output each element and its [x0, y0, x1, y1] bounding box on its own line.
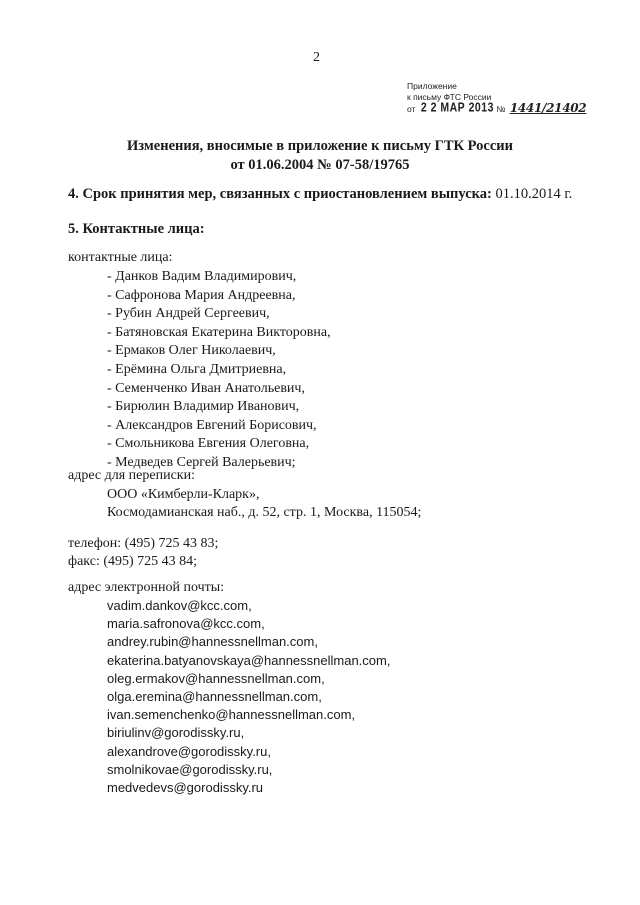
email-list [107, 597, 390, 797]
title-line-2: от 01.06.2004 № 07-58/19765 [230, 157, 410, 173]
email-list-item: biriulinv@gorodissky.ru, [107, 725, 245, 741]
section-5-heading: 5. Контактные лица: [68, 221, 205, 237]
phone-block [68, 535, 218, 571]
address-company: ООО «Кимберли-Кларк», [107, 487, 260, 502]
appendix-line-3 [407, 100, 587, 115]
email-list-item: medvedevs@gorodissky.ru [107, 780, 264, 796]
document-title [0, 137, 640, 175]
appendix-reference [407, 81, 586, 115]
title-line-1: Изменения, вносимые в приложение к письму ГТК России [127, 138, 513, 154]
appendix-line-1: Приложение [407, 81, 457, 91]
address-street: Космодамианская наб., д. 52, стр. 1, Москва, 115054; [107, 505, 422, 520]
contact-list-item: - Рубин Андрей Сергеевич, [107, 306, 270, 322]
contact-list-item: - Данков Вадим Владимирович, [107, 269, 297, 284]
email-label: адрес электронной почты: [68, 580, 225, 595]
contact-list-item: - Александров Евгений Борисович, [107, 417, 317, 433]
appendix-date-prefix: от [407, 104, 416, 114]
contacts-list [107, 268, 331, 473]
phone-line: телефон: (495) 725 43 83; [68, 536, 219, 551]
contact-list-item: - Медведев Сергей Валерьевич; [107, 454, 296, 470]
section-4-heading: 4. Срок принятия мер, связанных с приостановлением выпуска: [68, 186, 492, 202]
handwritten-number: 1441/21402 [509, 101, 587, 115]
address-block [107, 486, 421, 522]
appendix-line-2: к письму ФТС России [407, 92, 492, 102]
contact-list-item: - Ермаков Олег Николаевич, [107, 343, 276, 359]
page-number: 2 [313, 50, 320, 65]
email-list-item: ekaterina.batyanovskaya@hannessnellman.com, [107, 652, 391, 668]
contact-list-item: - Ерёмина Ольга Дмитриевна, [107, 361, 287, 377]
section-4 [68, 186, 572, 203]
contact-list-item: - Смольникова Евгения Олеговна, [107, 436, 310, 452]
contact-list-item: - Сафронова Мария Андреевна, [107, 287, 296, 303]
section-4-value: 01.10.2014 г. [495, 186, 573, 202]
fax-line: факс: (495) 725 43 84; [68, 554, 198, 569]
contact-list-item: - Бирюлин Владимир Иванович, [107, 399, 300, 415]
email-list-item: andrey.rubin@hannessnellman.com, [107, 634, 318, 650]
email-list-item: alexandrove@gorodissky.ru, [107, 743, 271, 759]
address-label: адрес для переписки: [68, 468, 195, 483]
stamp-date: 2 2 МАР 2013 [420, 100, 494, 115]
email-list-item: maria.safronova@kcc.com, [107, 616, 265, 632]
contact-list-item: - Батяновская Екатерина Викторовна, [107, 324, 331, 340]
contacts-label: контактные лица: [68, 250, 173, 265]
email-list-item: smolnikovae@gorodissky.ru, [107, 761, 273, 777]
email-list-item: olga.eremina@hannessnellman.com, [107, 689, 322, 705]
appendix-number-prefix: № [496, 104, 506, 114]
email-list-item: vadim.dankov@kcc.com, [107, 598, 252, 613]
email-list-item: oleg.ermakov@hannessnellman.com, [107, 670, 325, 686]
email-list-item: ivan.semenchenko@hannessnellman.com, [107, 707, 356, 723]
contact-list-item: - Семенченко Иван Анатольевич, [107, 380, 305, 396]
